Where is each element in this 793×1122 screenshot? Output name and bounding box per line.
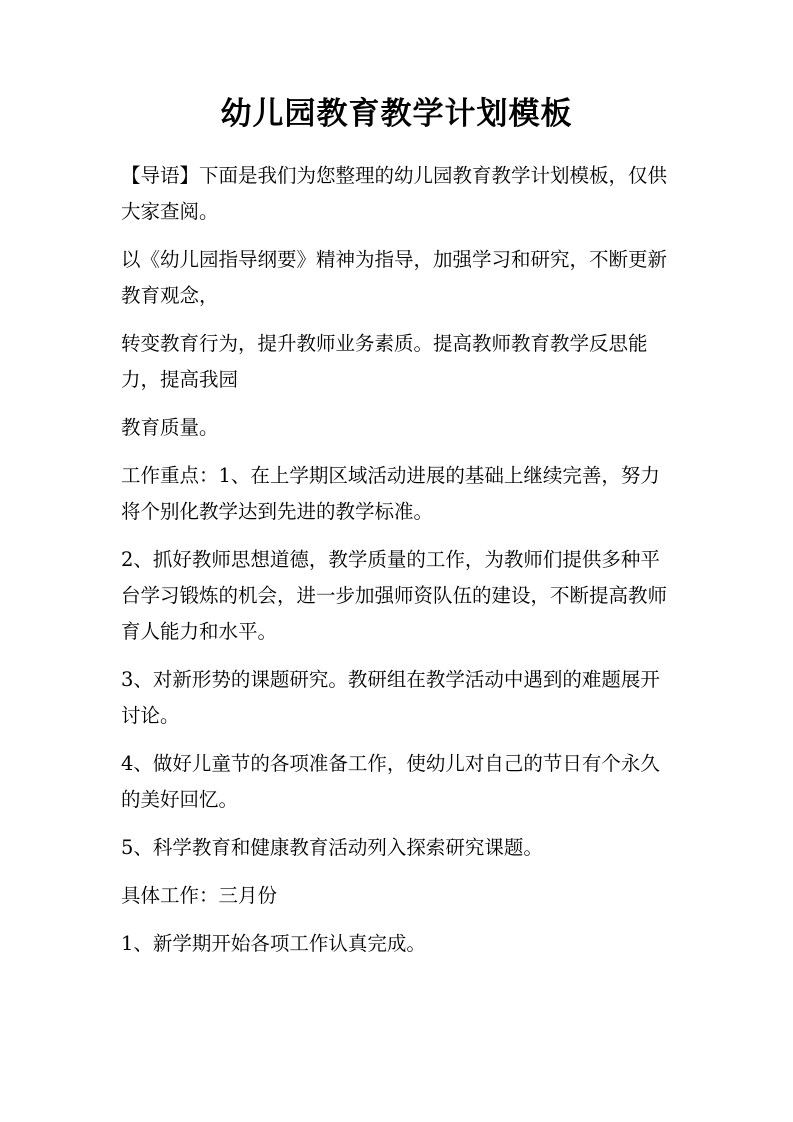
paragraph-focus-5: 5、科学教育和健康教育活动列入探索研究课题。: [121, 836, 543, 859]
document-body: [121, 158, 677, 974]
paragraph-work-heading: 具体工作：三月份: [121, 884, 278, 907]
paragraph-transform: 转变教育行为，提升教师业务素质。提高教师教育教学反思能力，提高我园: [121, 332, 648, 391]
page-title: 幼儿园教育教学计划模板: [220, 96, 573, 132]
paragraph-focus-1: 工作重点：1、在上学期区域活动进展的基础上继续完善，努力将个别化教学达到先进的教学标准。: [121, 464, 660, 523]
paragraph-focus-3: 3、对新形势的课题研究。教研组在教学活动中遇到的难题展开讨论。: [121, 668, 660, 727]
paragraph-work-1: 1、新学期开始各项工作认真完成。: [121, 932, 426, 955]
paragraph-focus-4: 4、做好儿童节的各项准备工作，使幼儿对自己的节日有个永久的美好回忆。: [121, 752, 660, 811]
paragraph-focus-2: 2、抓好教师思想道德，教学质量的工作，为教师们提供多种平台学习锻炼的机会，进一步加强师资队伍的建设，不断提高教师育人能力和水平。: [121, 548, 668, 643]
paragraph-intro: 【导语】下面是我们为您整理的幼儿园教育教学计划模板，仅供大家查阅。: [121, 164, 668, 223]
paragraph-guideline: 以《幼儿园指导纲要》精神为指导，加强学习和研究，不断更新教育观念，: [121, 248, 668, 307]
paragraph-quality: 教育质量。: [121, 416, 219, 439]
